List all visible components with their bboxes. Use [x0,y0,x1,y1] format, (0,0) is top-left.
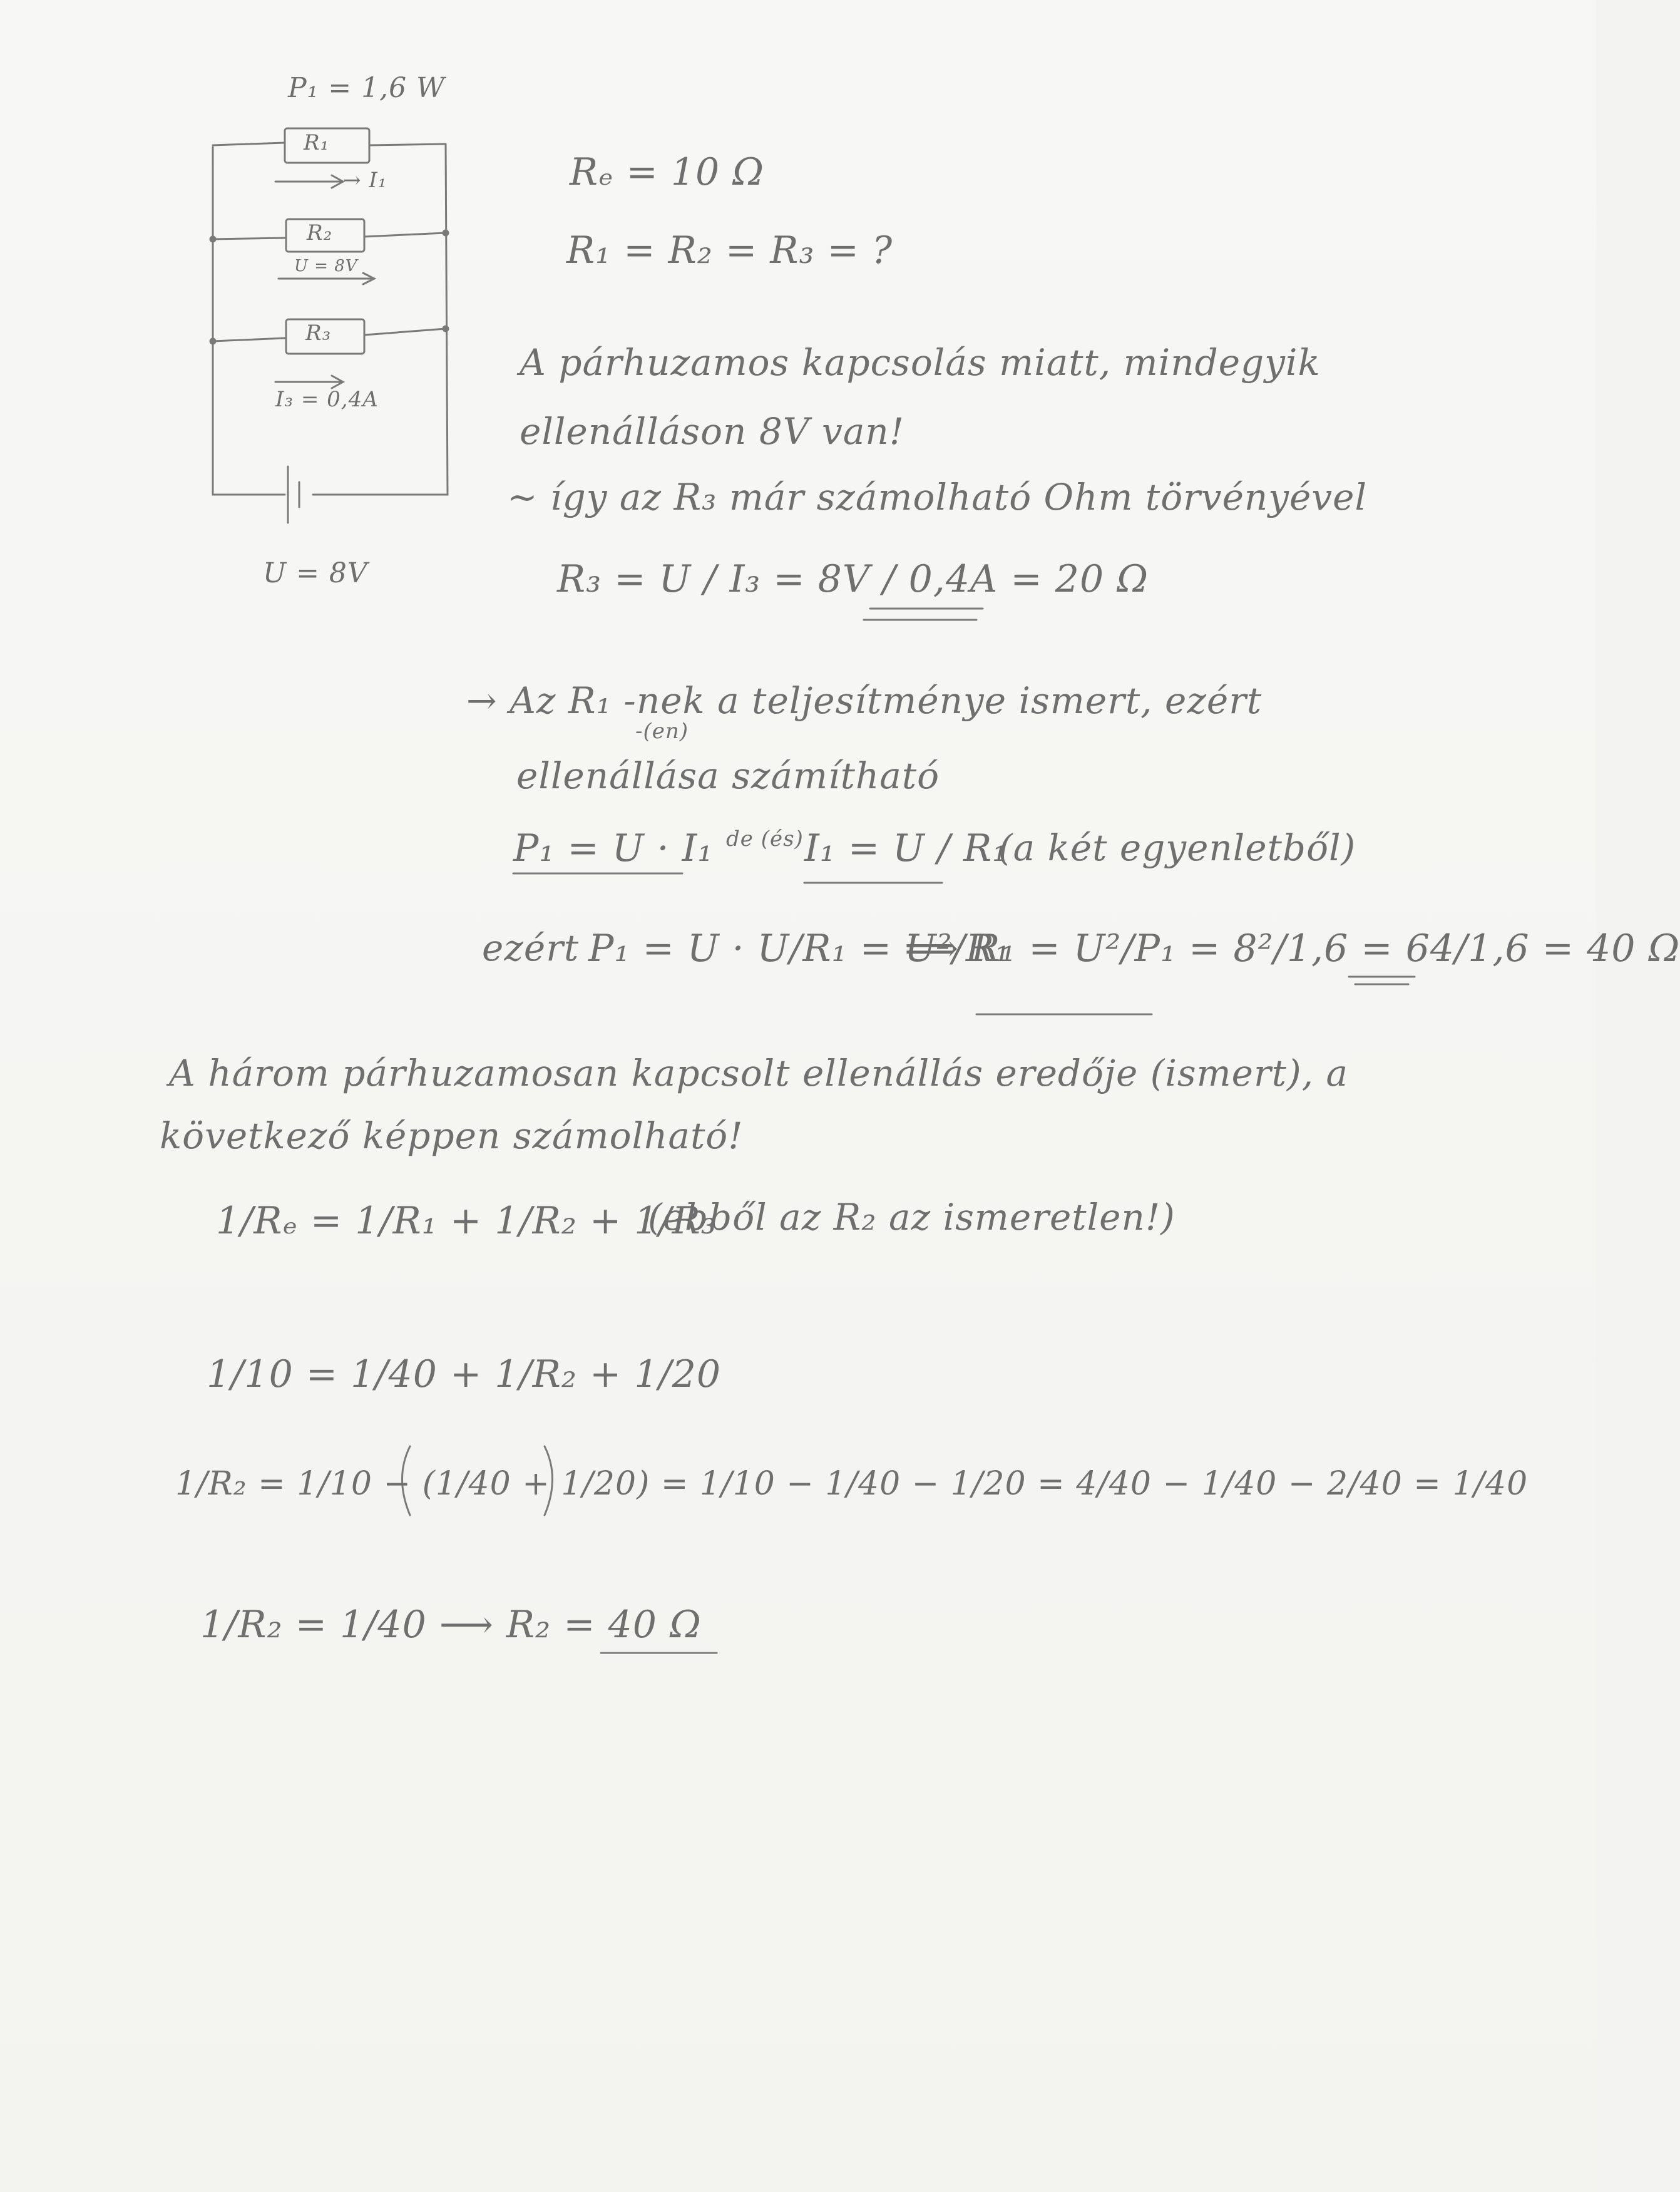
u-r2-label: U = 8V [294,257,358,275]
p1-label: P₁ = 1,6 W [288,72,446,104]
i1-label: → I₁ [343,168,387,193]
circuit-left-wire [213,147,285,495]
sum-values: 1/10 = 1/40 + 1/R₂ + 1/20 [207,1352,722,1396]
para4-line1: A három párhuzamosan kapcsolt ellenállás eredője (ismert), a [169,1052,1349,1094]
r2-unknown-note: (ebből az R₂ az ismeretlen!) [648,1196,1175,1238]
given-question: R₁ = R₂ = R₃ = ? [566,229,893,272]
para3-sub: -(en) [635,719,689,744]
given-re: Rₑ = 10 Ω [570,150,764,194]
para2: ~ így az R₃ már számolható Ohm törvényével [507,476,1368,518]
r3-calc: R₃ = U / I₃ = 8V / 0,4A = 20 Ω [557,557,1149,601]
sum-general: 1/Rₑ = 1/R₁ + 1/R₂ + 1/R₃ [216,1199,717,1243]
para4-line2: következő képpen számolható! [160,1114,744,1157]
de-es-note: de (és) [726,826,804,852]
para3-line1: → Az R₁ -nek a teljesítménye ismert, ezért [466,679,1263,722]
para1-line2: ellenálláson 8V van! [520,410,905,453]
p1-formula: P₁ = U · I₁ [513,826,714,870]
p1-derived: P₁ = U · U/R₁ = U²/R₁ [588,927,1011,970]
i1-formula: I₁ = U / R₁ [804,826,1008,870]
i3-label: I₃ = 0,4A [275,387,379,412]
r1-label: R₁ [304,130,330,155]
solve-r2: 1/R₂ = 1/10 − (1/40 + 1/20) = 1/10 − 1/40 − 1/20 = 4/40 − 1/40 − 2/40 = 1/40 [175,1465,1529,1503]
r2-label: R₂ [307,220,333,245]
para3-line2: ellenállása számítható [516,754,940,797]
ezert-word: ezért [482,927,580,969]
para1-line1: A párhuzamos kapcsolás miatt, mindegyik [520,341,1321,384]
result-r2: 1/R₂ = 1/40 ⟶ R₂ = 40 Ω [200,1603,702,1647]
r1-calc: ⟹ R₁ = U²/P₁ = 8²/1,6 = 64/1,6 = 40 Ω [904,927,1680,970]
source-voltage-label: U = 8V [263,557,368,589]
r3-label: R₃ [305,321,332,346]
two-eq-note: (a két egyenletből) [998,826,1356,869]
